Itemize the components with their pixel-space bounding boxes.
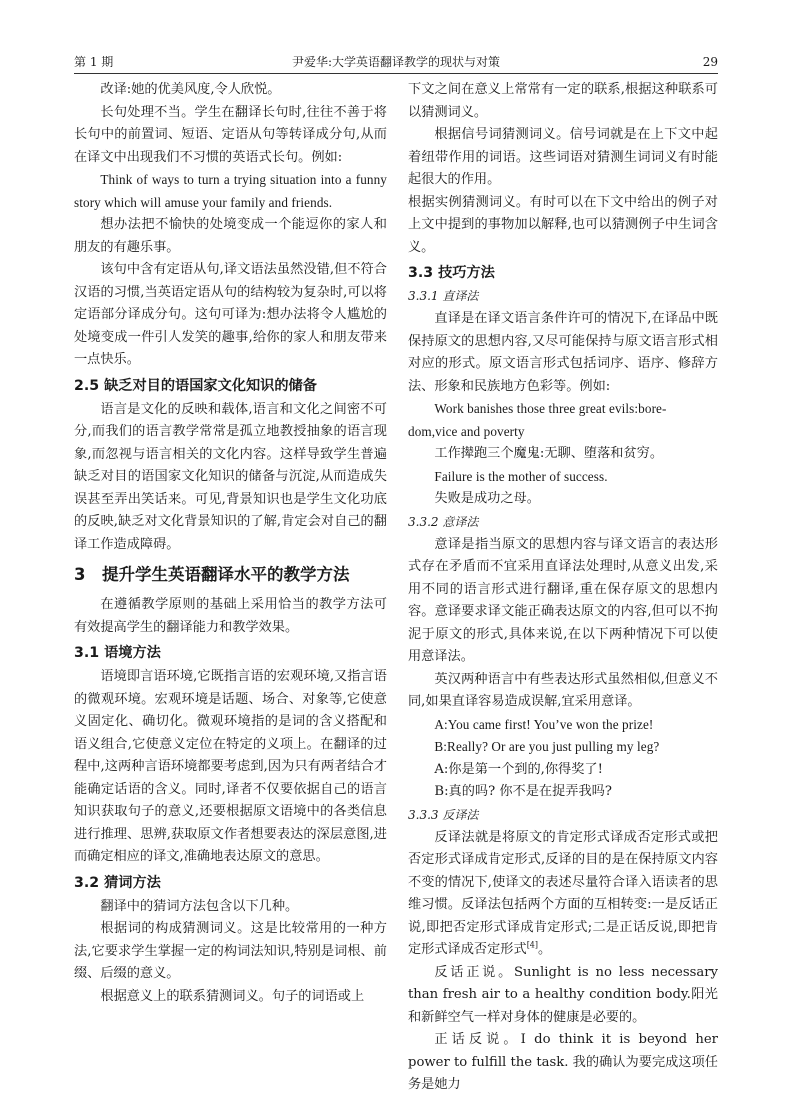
right-column bbox=[408, 79, 718, 1097]
subsubsection-heading: 3.3.2 意译法 bbox=[408, 514, 479, 529]
paragraph: B:真的吗? 你不是在捉弄我吗? bbox=[434, 784, 612, 799]
running-header bbox=[74, 52, 718, 72]
paragraph: 英汉两种语言中有些表达形式虽然相似,但意义不同,如果直译容易造成误解,宜采用意译。 bbox=[408, 671, 718, 709]
paragraph: 在遵循教学原则的基础上采用恰当的教学方法可有效提高学生的翻译能力和教学效果。 bbox=[74, 597, 387, 635]
paragraph: 根据意义上的联系猜测词义。句子的词语或上 bbox=[100, 988, 365, 1004]
paragraph: 根据词的构成猜测词义。这是比较常用的一种方法,它要求学生掌握一定的构词法知识,特别是词根、前缀、后缀的意义。 bbox=[74, 921, 387, 981]
left-column bbox=[74, 79, 387, 1008]
citation-ref[interactable]: [4] bbox=[526, 940, 539, 950]
paragraph: 改译:她的优美风度,令人欣悦。 bbox=[100, 82, 281, 97]
paragraph: 根据信号词猜测词义。信号词就是在上下文中起着纽带作用的词语。这些词语对猜测生词词义有时能起很大的作用。 bbox=[408, 127, 718, 187]
english-example: A:You came first! You’ve won the prize! bbox=[434, 716, 654, 732]
paragraph: 长句处理不当。学生在翻译长句时,往往不善于将长句中的前置词、短语、定语从句等转译成分句,从而在译文中出现我们不习惯的英语式长句。例如: bbox=[74, 104, 387, 165]
subsection-heading: 2.5 缺乏对目的语国家文化知识的储备 bbox=[74, 377, 317, 394]
subsection-heading: 3.1 语境方法 bbox=[74, 645, 161, 661]
paragraph: 直译是在译文语言条件许可的情况下,在译品中既保持原文的思想内容,又尽可能保持与原文语言形式相对应的形式。原文语言形式包括词序、语序、修辞方法、形象和民族地方色彩等。例如: bbox=[408, 311, 718, 394]
issue-number: 第 1 期 bbox=[74, 55, 114, 69]
paragraph-tail: 。 bbox=[538, 942, 552, 957]
header-rule bbox=[74, 73, 718, 74]
paragraph: 工作撵跑三个魔鬼:无聊、堕落和贫穷。 bbox=[434, 446, 664, 461]
paragraph: 反话正说。Sunlight is no less necessary than fresh air to a healthy condition body.阳光和新鲜空气一样对身体的健康是必要的。 bbox=[408, 964, 718, 1025]
subsection-heading: 3.2 猜词方法 bbox=[74, 874, 161, 891]
paragraph: A:你是第一个到的,你得奖了! bbox=[434, 761, 603, 777]
paragraph-text: 反译法就是将原文的肯定形式译成否定形式或把否定形式译成肯定形式,反译的目的是在保持原文内容不变的情况下,使译文的表述尽量符合译入语读者的思维习惯。反译法包括两个方面的互相转变:一是反话正说,即把否定形式译成肯定形式;二是正话反说,即把肯定形式译成否定形式 bbox=[408, 829, 718, 957]
paragraph: 意译是指当原文的思想内容与译文语言的表达形式存在矛盾而不宜采用直译法处理时,从意义出发,采用不同的语言形式进行翻译,重在保存原文的思想内容。意译要求译文能正确表达原文的内容,但可以不拘泥于原文的形式,具体来说,在以下两种情况下可以使用意译法。 bbox=[408, 536, 718, 664]
paragraph bbox=[408, 827, 718, 962]
paragraph: 下文之间在意义上常常有一定的联系,根据这种联系可以猜测词义。 bbox=[408, 82, 718, 120]
page-number: 29 bbox=[702, 55, 718, 69]
section-heading: 3 提升学生英语翻译水平的教学方法 bbox=[74, 565, 350, 584]
paragraph: 想办法把不愉快的处境变成一个能逗你的家人和朋友的有趣乐事。 bbox=[74, 217, 387, 255]
english-example: dom,vice and poverty bbox=[408, 423, 525, 439]
running-title: 尹爱华:大学英语翻译教学的现状与对策 bbox=[291, 55, 501, 69]
paragraph: 根据实例猜测词义。有时可以在下文中给出的例子对上文中提到的事物加以解释,也可以猜测例子中生词含义。 bbox=[408, 194, 718, 255]
subsection-heading: 3.3 技巧方法 bbox=[408, 265, 495, 281]
paragraph: 语境即言语环境,它既指言语的宏观环境,又指言语的微观环境。宏观环境是话题、场合、对象等,它使意义固定化、确切化。微观环境指的是词的含义搭配和语义组合,它使意义定位在特定的义项上。在翻译的过程中,这两种言语环境都要考虑到,因为只有两者结合才能确定话语的含义。同时,译者不仅要依据自己的语言知识获取句子的意义,还要根据原文语境中的各类信息进行推理、思辨,获取原文作者想要表达的深层意图,进而确定相应的译文,准确地表达原文的意思。 bbox=[74, 669, 387, 864]
english-example: Work banishes those three great evils:bore- bbox=[434, 401, 667, 416]
paragraph: 该句中含有定语从句,译文语法虽然没错,但不符合汉语的习惯,当英语定语从句的结构较为复杂时,可以将定语部分译成分句。这句可译为:想办法将令人尴尬的处境变成一件引人发笑的趣事,给你的家人和朋友带来一点快乐。 bbox=[74, 262, 387, 367]
paragraph: 失败是成功之母。 bbox=[434, 491, 540, 506]
paragraph: 正话反说。I do think it is beyond her power to fulfill the task. 我的确认为要完成这项任务是她力 bbox=[408, 1032, 718, 1092]
subsubsection-heading: 3.3.3 反译法 bbox=[408, 807, 479, 822]
english-example: Think of ways to turn a trying situation into a funny story which will amuse your family and friends. bbox=[74, 172, 387, 210]
paragraph: 语言是文化的反映和载体,语言和文化之间密不可分,而我们的语言教学常常是孤立地教授抽象的语言现象,而忽视与语言相关的文化内容。这样导致学生普遍缺乏对目的语国家文化知识的储备与沉淀,从而造成失误甚至弄出笑话来。可见,背景知识也是学生文化功底的反映,缺乏对文化背景知识的了解,肯定会对自己的翻译工作造成障碍。 bbox=[74, 401, 387, 552]
english-example: Failure is the mother of success. bbox=[434, 468, 608, 484]
subsubsection-heading: 3.3.1 直译法 bbox=[408, 289, 479, 303]
english-example: B:Really? Or are you just pulling my leg? bbox=[434, 739, 660, 754]
paragraph: 翻译中的猜词方法包含以下几种。 bbox=[100, 898, 299, 914]
